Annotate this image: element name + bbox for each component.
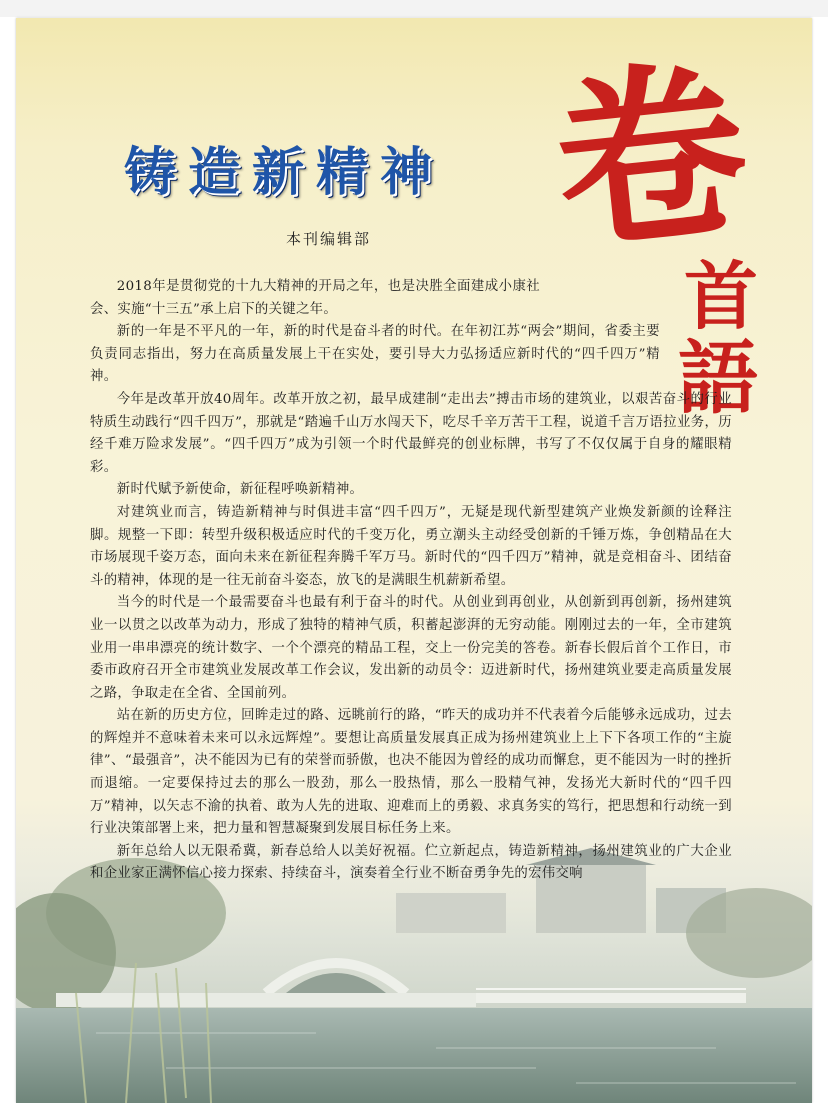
top-bar <box>0 0 828 17</box>
magazine-page <box>16 18 812 1103</box>
page-title: 铸造新精神 <box>124 143 445 203</box>
article-paragraph: 对建筑业而言，铸造新精神与时俱进丰富“四千四万”，无疑是现代新型建筑产业焕发新颜的诠释注脚。规整一下即：转型升级积极适应时代的千变万化，勇立潮头主动经受创新的千锤万炼，争创精品在大市场展现千姿万态，面向未来在新征程奔腾千军万马。新时代的“四千四万”精神，就是竞相奋斗、团结奋斗的精神，体现的是一往无前奋斗姿态，放飞的是满眼生机薪新希望。 <box>90 504 732 588</box>
article-paragraph: 2018年是贯彻党的十九大精神的开局之年，也是决胜全面建成小康社会、实施“十三五”承上启下的关键之年。 <box>90 279 540 317</box>
column-heading-small-2: 語 <box>678 331 758 425</box>
article-paragraph: 新年总给人以无限希冀，新春总给人以美好祝福。伫立新起点，铸造新精神，扬州建筑业的广大企业和企业家正满怀信心接力探索、持续奋斗，演奏着全行业不断奋勇争先的宏伟交响 <box>90 843 732 882</box>
article-paragraph: 今年是改革开放40周年。改革开放之初，最早成建制“走出去”搏击市场的建筑业，以艰苦奋斗的行业特质生动践行“四千四万”，那就是“踏遍千山万水闯天下，吃尽千辛万苦干工程，说道千言万语拉业务，历经千难万险求发展”。“四千四万”成为引领一个时代最鲜亮的创业标牌，书写了不仅仅属于自身的耀眼精彩。 <box>90 391 732 475</box>
article-body <box>90 276 732 886</box>
article-paragraph: 站在新的历史方位，回眸走过的路、远眺前行的路，“昨天的成功并不代表着今后能够永远成功，过去的辉煌并不意味着未来可以永远辉煌”。要想让高质量发展真正成为扬州建筑业上上下下各项工作的“主旋律”、“最强音”，决不能因为已有的荣誉而骄傲，也决不能因为曾经的成功而懈怠，更不能因为一时的挫折而退缩。一定要保持过去的那么一股劲，那么一股热情，那么一股精气神，发扬光大新时代的“四千四万”精神，以矢志不渝的执着、敢为人先的进取、迎难而上的勇毅、求真务实的笃行，把思想和行动统一到行业决策部署上来，把力量和智慧凝聚到发展目标任务上来。 <box>90 708 732 837</box>
column-heading-big: 卷 <box>544 36 758 279</box>
byline: 本刊编辑部 <box>286 230 372 248</box>
article-paragraph: 新的一年是不平凡的一年，新的时代是奋斗者的时代。在年初江苏“两会”期间，省委主要负责同志指出，努力在高质量发展上干在实处，要引导大力弘扬适应新时代的“四千四万”精神。 <box>90 324 660 385</box>
article-paragraph: 新时代赋予新使命，新征程呼唤新精神。 <box>116 482 364 498</box>
article-paragraph: 当今的时代是一个最需要奋斗也最有利于奋斗的时代。从创业到再创业，从创新到再创新，扬州建筑业一以贯之以改革为动力，形成了独特的精神气质，积蓄起澎湃的无穷动能。刚刚过去的一年，全市建筑业用一串串漂亮的统计数字、一个个漂亮的精品工程，交上一份完美的答卷。新春长假后首个工作日，市委市政府召开全市建筑业发展改革工作会议，发出新的动员令：迈进新时代，扬州建筑业要走高质量发展之路，争取走在全省、全国前列。 <box>90 595 732 701</box>
column-heading-small-1: 首 <box>684 254 758 340</box>
